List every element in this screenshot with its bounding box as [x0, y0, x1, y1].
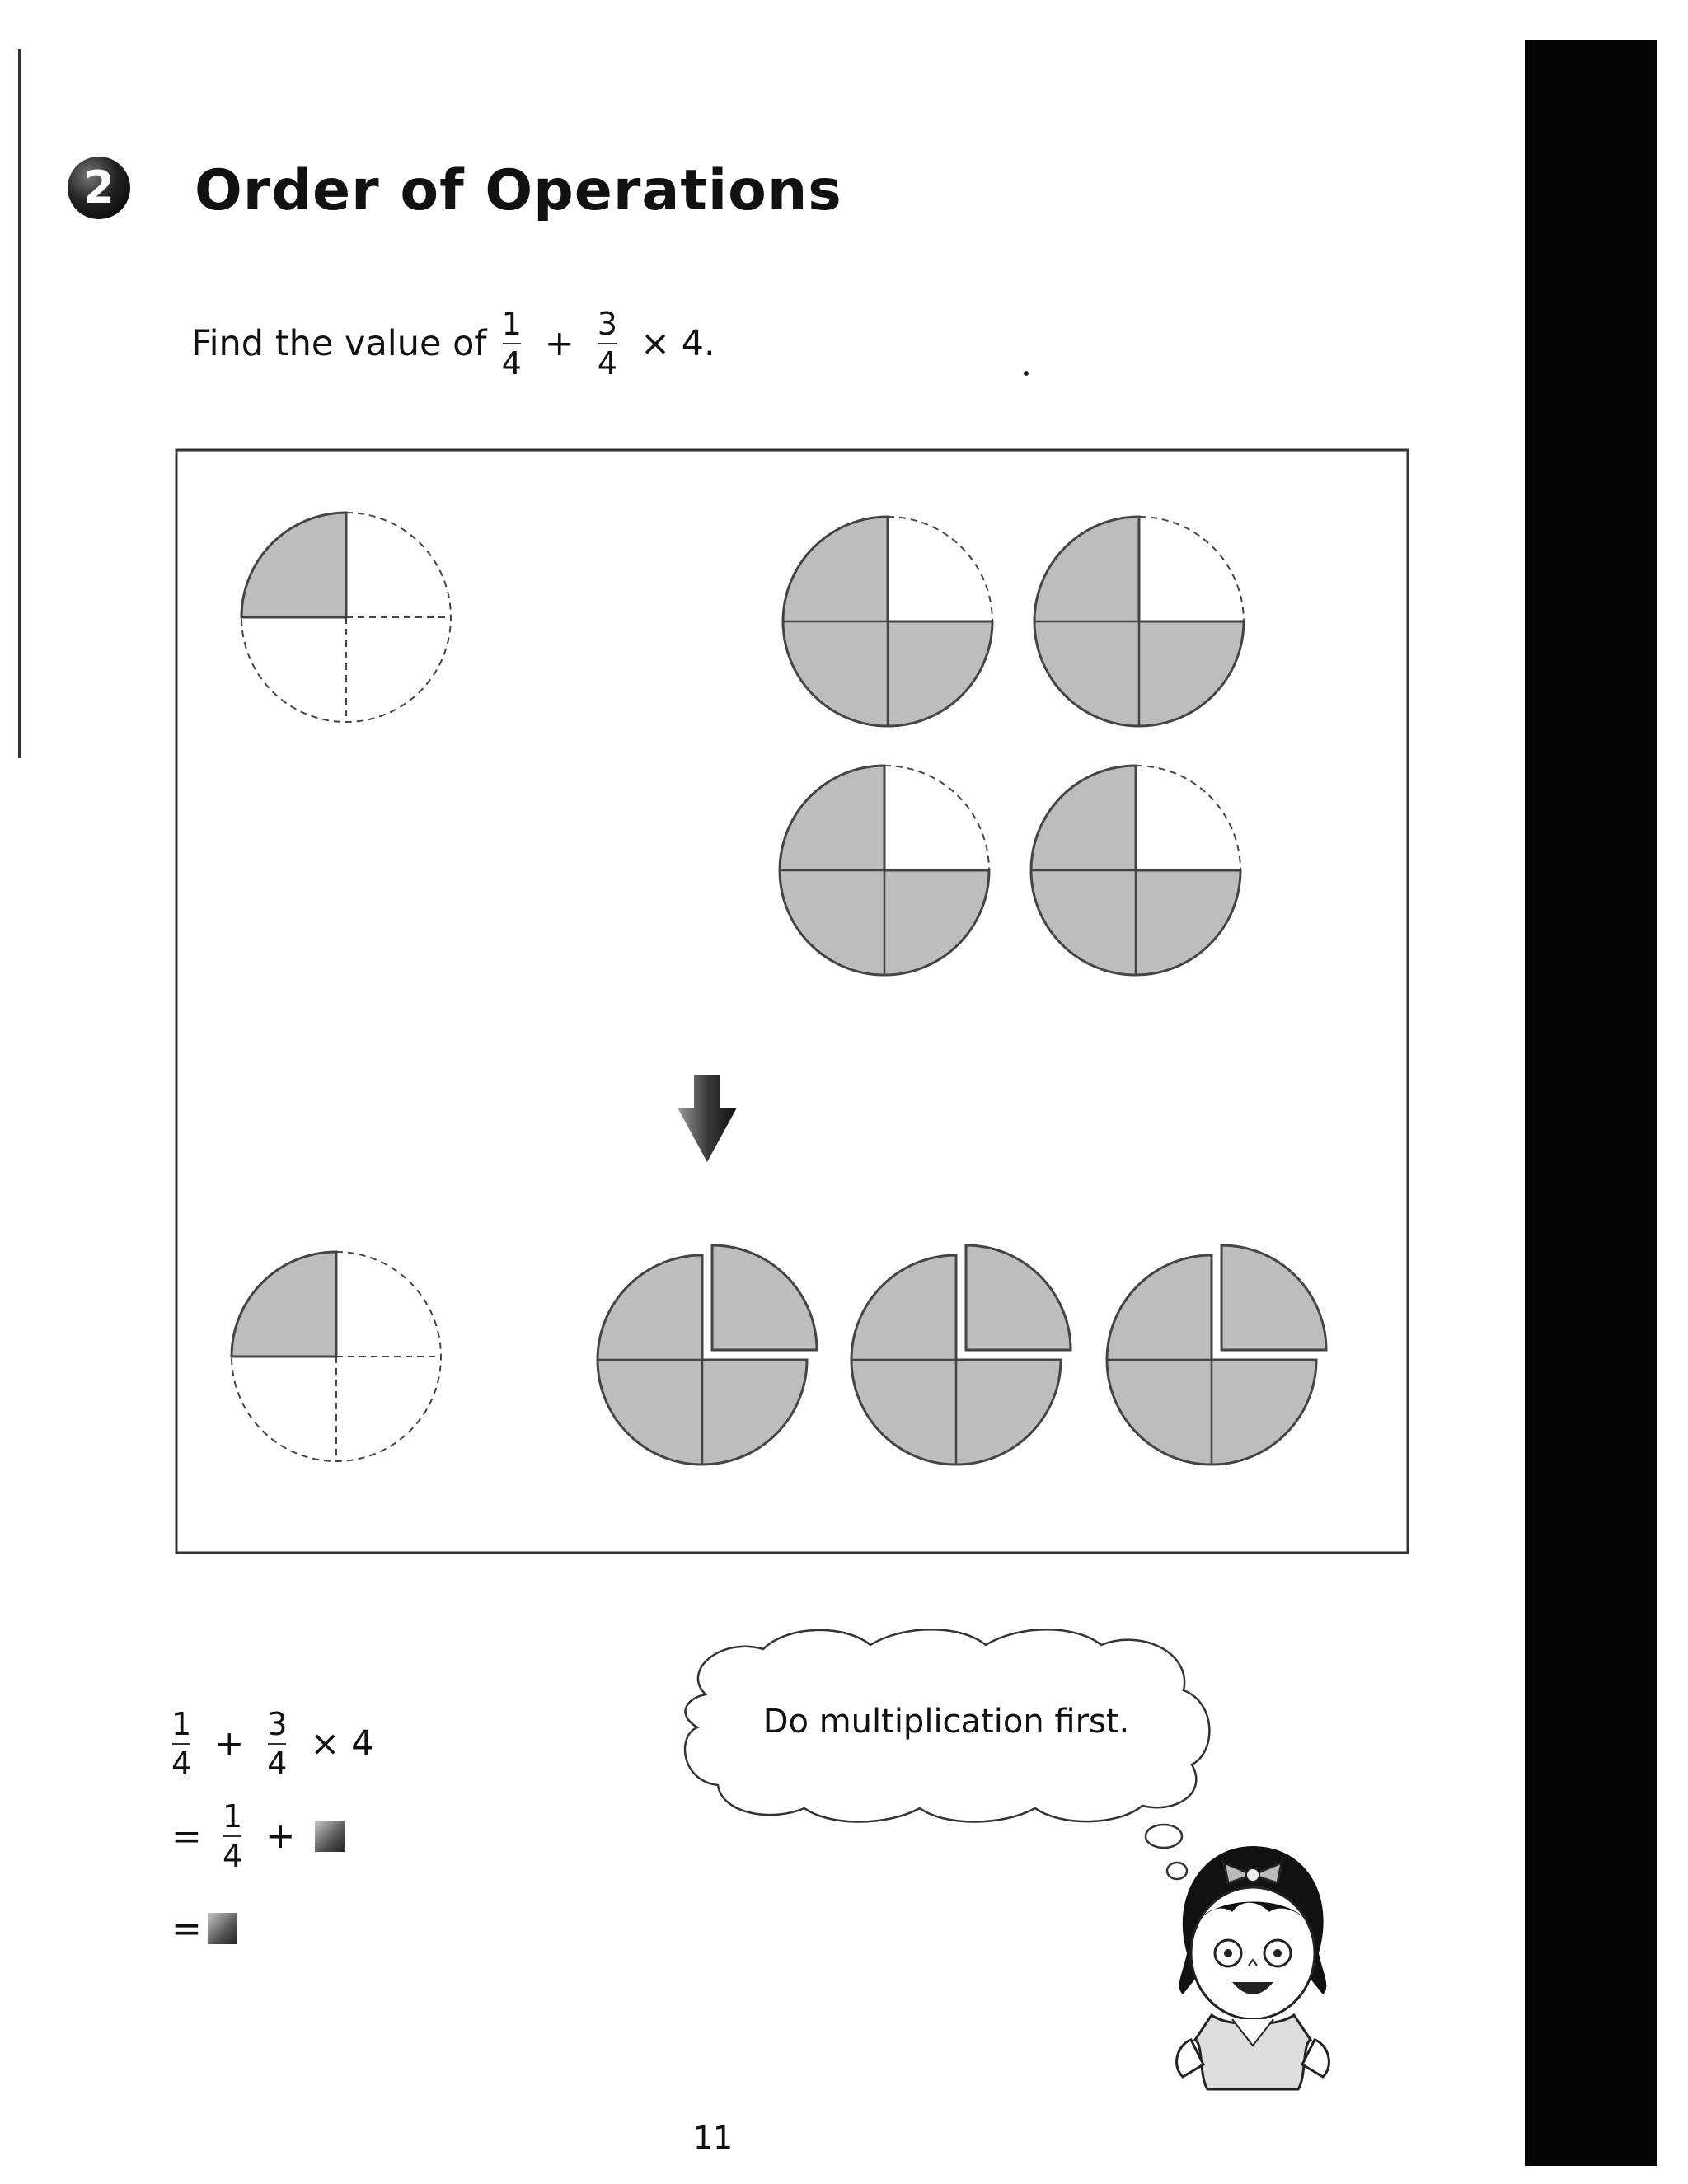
answer-blank-box-1[interactable]	[315, 1821, 345, 1852]
times-four: × 4.	[640, 323, 715, 364]
section-title: Order of Operations	[195, 158, 842, 223]
step-1: $\frac{1}{4}$ + $\frac{3}{4}$ × 4	[171, 1706, 374, 1782]
answer-blank-box-2[interactable]	[208, 1913, 237, 1944]
fraction-one-quarter: $\frac{1}{4}$	[501, 306, 522, 382]
fraction-circles-figure	[175, 448, 1409, 1554]
problem-lead: Find the value of	[191, 323, 487, 364]
page-number: 11	[692, 2120, 734, 2156]
left-margin-rule	[18, 49, 21, 758]
problem-statement	[191, 298, 724, 389]
step-3: =	[171, 1882, 382, 1975]
step-2: = $\frac{1}{4}$ +	[171, 1790, 382, 1882]
section-number-badge: 2	[68, 157, 130, 219]
thought-bubble-text: Do multiplication first.	[762, 1703, 1130, 1741]
step1-fraction-three-quarters: $\frac{3}{4}$	[267, 1706, 288, 1782]
stray-dot	[1024, 371, 1029, 376]
step1-fraction-one-quarter: $\frac{1}{4}$	[171, 1706, 192, 1782]
worked-steps	[171, 1698, 382, 1975]
fraction-three-quarters: $\frac{3}{4}$	[597, 306, 617, 382]
thought-bubble	[673, 1620, 1220, 1892]
girl-illustration	[1154, 1830, 1352, 2093]
page-edge-band	[1525, 40, 1657, 2166]
plus-sign: +	[544, 323, 574, 364]
step2-fraction-one-quarter: $\frac{1}{4}$	[223, 1798, 243, 1874]
